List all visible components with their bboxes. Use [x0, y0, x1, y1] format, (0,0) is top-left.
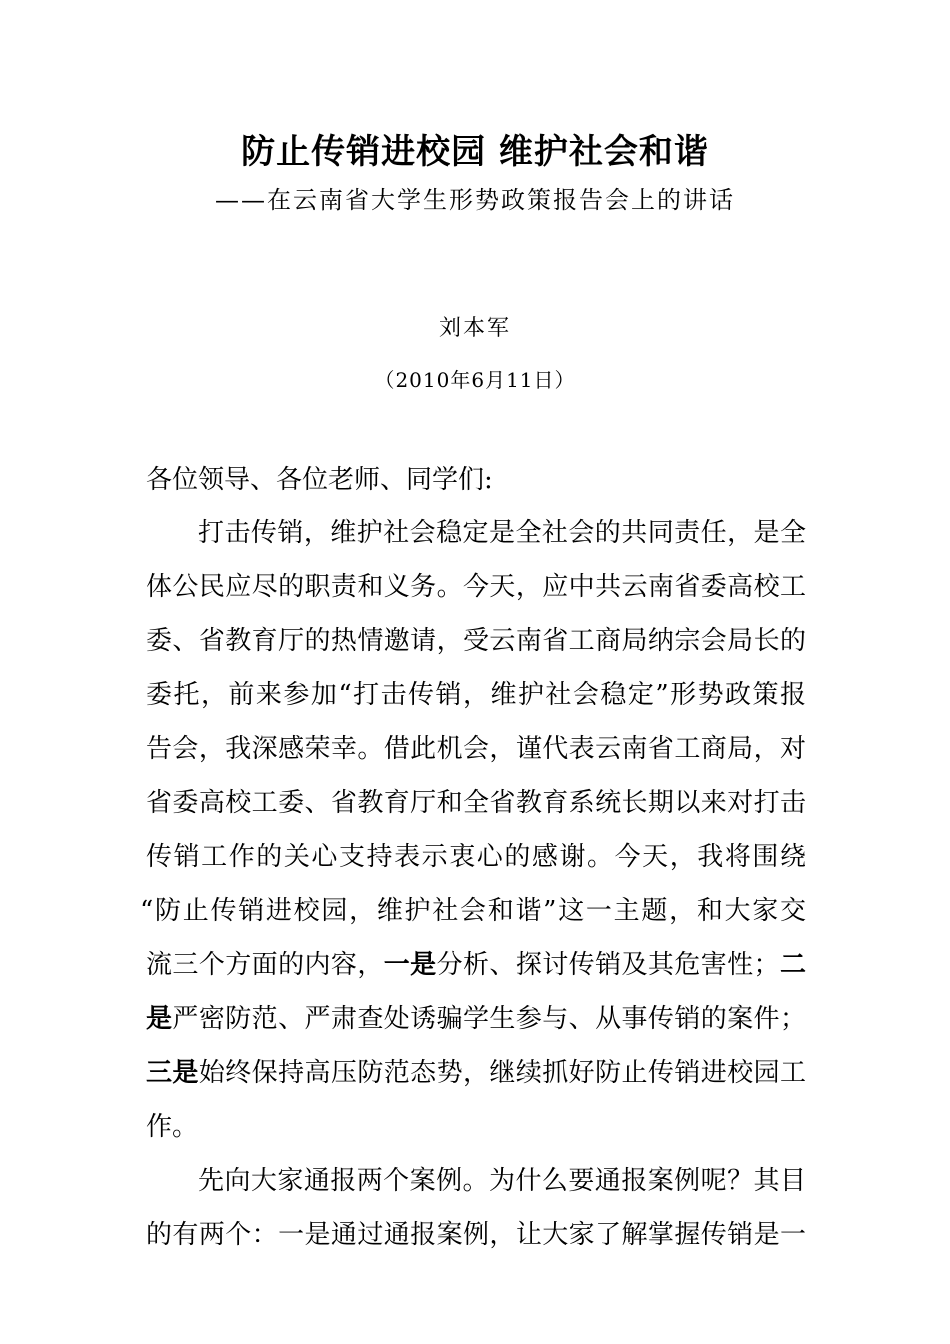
author-name: 刘本军: [438, 316, 511, 341]
paragraph-1-line-5: 告会，我深感荣幸。借此机会，谨代表云南省工商局，对: [146, 734, 806, 764]
line-9-text-a: 流三个方面的内容，: [146, 950, 384, 980]
paragraph-1-line-10: [146, 999, 806, 1039]
speech-date: （2010年6月11日）: [374, 368, 576, 392]
paragraph-1-line-11: [146, 1053, 806, 1093]
document-subtitle: ——在云南省大学生形势政策报告会上的讲话: [215, 186, 735, 214]
paragraph-2-line-2: 的有两个：一是通过通报案例，让大家了解掌握传销是一: [146, 1220, 806, 1250]
line-10-text-b: 严密防范、严肃查处诱骗学生参与、从事传销的案件；: [172, 1004, 806, 1034]
point-three-marker: 三是: [146, 1058, 199, 1088]
point-two-marker-start: 二: [779, 950, 806, 980]
paragraph-2-line-1: 先向大家通报两个案例。为什么要通报案例呢？其目: [198, 1166, 806, 1196]
paragraph-1-line-9: [146, 945, 806, 985]
paragraph-1-line-2: 体公民应尽的职责和义务。今天，应中共云南省委高校工: [146, 572, 806, 602]
salutation: 各位领导、各位老师、同学们:: [146, 465, 493, 495]
paragraph-1-line-1: 打击传销，维护社会稳定是全社会的共同责任，是全: [198, 518, 806, 548]
paragraph-1-line-8: “防止传销进校园，维护社会和谐”这一主题，和大家交: [140, 896, 806, 926]
paragraph-1-line-12: 作。: [146, 1112, 199, 1142]
paragraph-1-line-4: 委托，前来参加“打击传销，维护社会稳定”形势政策报: [146, 680, 806, 710]
line-11-text-b: 始终保持高压防范态势，继续抓好防止传销进校园工: [198, 1058, 806, 1088]
point-one-marker: 一是: [383, 950, 437, 980]
point-two-marker-end: 是: [146, 1004, 173, 1034]
document-title: 防止传销进校园 维护社会和谐: [241, 132, 709, 172]
line-9-text-c: 分析、探讨传销及其危害性；: [436, 950, 780, 980]
paragraph-1-line-7: 传销工作的关心支持表示衷心的感谢。今天，我将围绕: [146, 842, 806, 872]
paragraph-1-line-3: 委、省教育厅的热情邀请，受云南省工商局纳宗会局长的: [146, 626, 806, 656]
paragraph-1-line-6: 省委高校工委、省教育厅和全省教育系统长期以来对打击: [146, 788, 806, 818]
